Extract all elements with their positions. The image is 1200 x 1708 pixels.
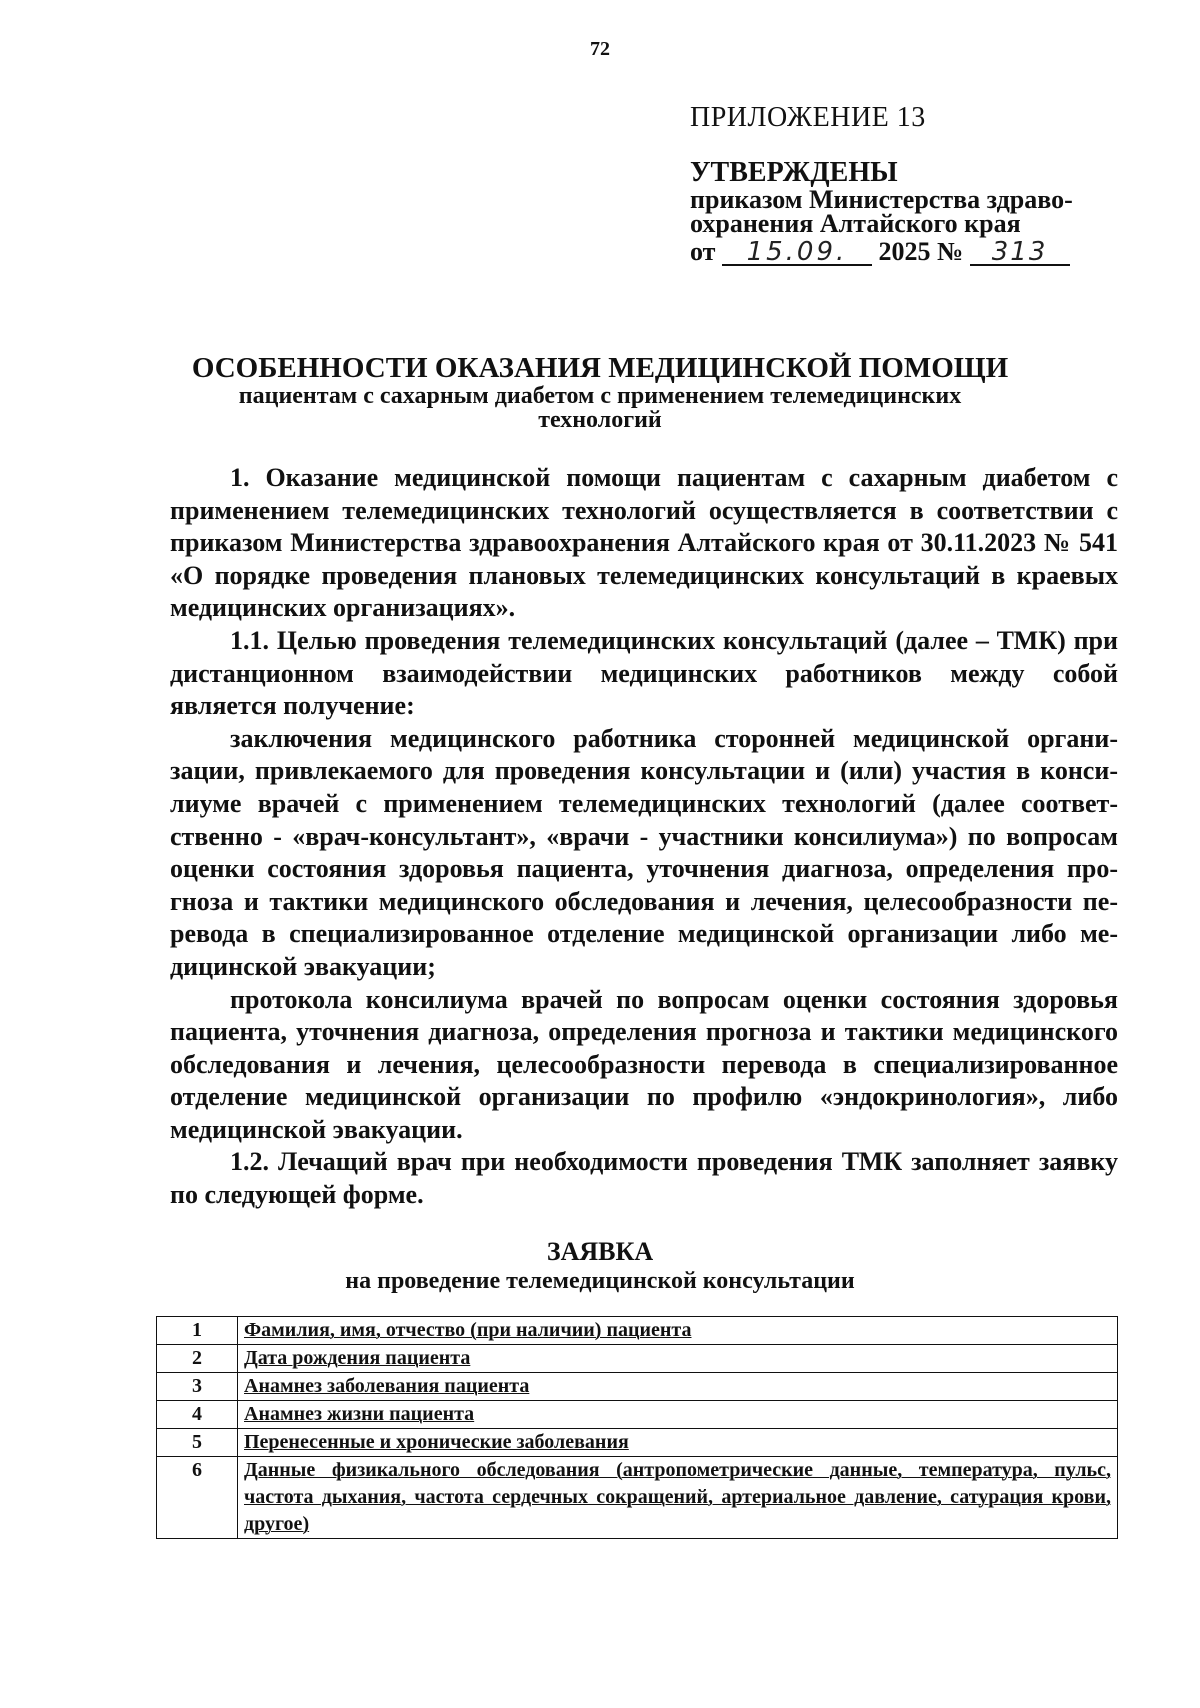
approved-label: УТВЕРЖДЕНЫ xyxy=(690,157,898,188)
row-label: Анамнез заболевания пациента xyxy=(244,1375,530,1397)
year-and-number-label: 2025 № xyxy=(878,237,964,266)
row-number: 1 xyxy=(157,1317,238,1345)
paragraph-1: 1. Оказание медицинской помощи пациентам с сахарным диабетом с применением телемедицинских технологий осуществляется в соответствии с приказом Министерства здравоохранения Алтайского края от 30.11.2023 № 541 «О порядке проведения плановых телемедицинских консультаций в краевых медицинских организациях». xyxy=(170,463,1118,623)
row-number: 3 xyxy=(157,1373,238,1401)
table-row xyxy=(157,1373,1118,1401)
table-row xyxy=(157,1317,1118,1345)
approval-line-1: приказом Министерства здраво- xyxy=(690,185,1073,214)
row-label: Перенесенные и хронические заболевания xyxy=(244,1431,629,1453)
row-number: 4 xyxy=(157,1401,238,1429)
row-label: Данные физикального обследования (антропометрические данные, температура, пульс, частота дыхания, частота сердечных сокращений, артериальное давление, сатурация крови, другое) xyxy=(244,1459,1111,1535)
row-label: Дата рождения пациента xyxy=(244,1347,471,1369)
page-number: 72 xyxy=(590,38,610,60)
handwritten-order-number: 313 xyxy=(970,240,1070,266)
row-number: 6 xyxy=(157,1457,238,1539)
form-title-main: ЗАЯВКА xyxy=(546,1237,654,1266)
title-sub-2: технологий xyxy=(538,407,662,433)
document-title xyxy=(0,352,1200,432)
title-main: ОСОБЕННОСТИ ОКАЗАНИЯ МЕДИЦИНСКОЙ ПОМОЩИ xyxy=(191,352,1009,384)
title-sub-1: пациентам с сахарным диабетом с применением телемедицинских xyxy=(238,383,962,409)
row-number: 2 xyxy=(157,1345,238,1373)
approval-line-2: охранения Алтайского края xyxy=(690,209,1021,238)
handwritten-date: 15.09. xyxy=(722,240,872,266)
table-row xyxy=(157,1345,1118,1373)
table-row xyxy=(157,1401,1118,1429)
date-prefix: от xyxy=(690,237,716,266)
paragraph-1-2: 1.2. Лечащий врач при необходимости проведения ТМК заполняет заявку по следующей форме. xyxy=(170,1147,1118,1210)
paragraph-1-1: 1.1. Целью проведения телемедицинских консультаций (далее – ТМК) при дистанционном взаимодействии медицинских работников между собой является получение: xyxy=(170,625,1118,721)
appendix-label: ПРИЛОЖЕНИЕ 13 xyxy=(690,102,926,133)
paragraph-conclusion: заключения медицинского работника сторонней медицинской организации, привлекаемого для проведения консультации и (или) участия в консилиуме врачей с применением телемедицинских технологий (далее соответственно - «врач-консультант», «врачи - участники консилиума») по вопросам оценки состояния здоровья пациента, уточнения диагноза, определения прогноза и тактики медицинского обследования и лечения, целесообразности перевода в специализированное отделение медицинской организации либо медицинской эвакуации; xyxy=(170,723,1118,981)
row-number: 5 xyxy=(157,1429,238,1457)
row-label: Анамнез жизни пациента xyxy=(244,1403,475,1425)
paragraph-protocol: протокола консилиума врачей по вопросам оценки состояния здоровья пациента, уточнения диагноза, определения прогноза и тактики медицинского обследования и лечения, целесообразности перевода в специализированное отделение медицинской организации по профилю «эндокринология», либо медицинской эвакуации. xyxy=(170,984,1118,1144)
table-row xyxy=(157,1429,1118,1457)
request-form-table xyxy=(156,1316,1118,1539)
body-text xyxy=(170,462,1118,1212)
table-row xyxy=(157,1457,1118,1539)
row-label: Фамилия, имя, отчество (при наличии) пациента xyxy=(244,1319,692,1341)
approval-date-line xyxy=(690,238,1110,266)
form-title xyxy=(0,1237,1200,1295)
approval-block xyxy=(690,100,1110,266)
form-title-sub: на проведение телемедицинской консультации xyxy=(345,1268,855,1294)
